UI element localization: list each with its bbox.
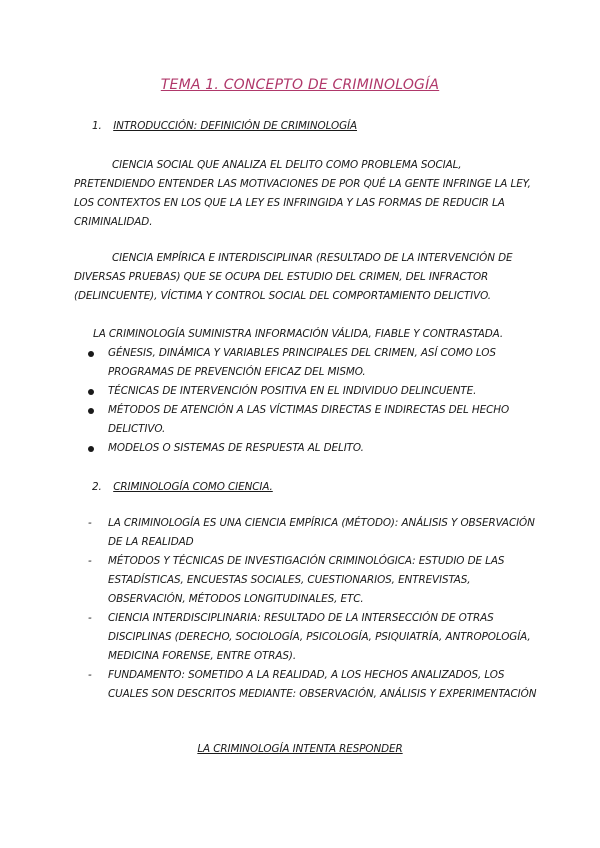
definition-paragraph-1-text: CIENCIA SOCIAL QUE ANALIZA EL DELITO COMO PROBLEMA SOCIAL, PRETENDIENDO ENTENDER LAS MOTIVACIONES DE POR QUÉ LA GENTE INFRINGE LA LEY, LOS CONTEXTOS EN LOS QUE LA LEY ES INFRINGIDA Y LAS FORMAS DE REDUCIR LA CRIMINALIDAD.	[74, 159, 531, 228]
list-item-text: GÉNESIS, DINÁMICA Y VARIABLES PRINCIPALES DEL CRIMEN, ASÍ COMO LOS PROGRAMAS DE PREVENCIÓN EFICAZ DEL MISMO.	[108, 347, 496, 378]
list-item	[88, 514, 538, 552]
list-item	[88, 401, 528, 439]
dash-icon: -	[88, 612, 92, 624]
list-item	[88, 382, 528, 401]
bullet-icon	[88, 389, 94, 395]
bullet-icon	[88, 408, 94, 414]
list-item-text: MÉTODOS DE ATENCIÓN A LAS VÍCTIMAS DIRECTAS E INDIRECTAS DEL HECHO DELICTIVO.	[108, 404, 510, 435]
list-item	[88, 609, 538, 666]
list-item-text: MODELOS O SISTEMAS DE RESPUESTA AL DELITO.	[108, 442, 364, 454]
closing-heading-text: LA CRIMINOLOGÍA INTENTA RESPONDER	[197, 743, 403, 755]
list-item	[88, 666, 538, 704]
science-dash-list	[88, 514, 538, 704]
list-item	[88, 552, 538, 609]
section-1-number: 1.	[92, 120, 102, 132]
list-item-text: FUNDAMENTO: SOMETIDO A LA REALIDAD, A LOS HECHOS ANALIZADOS, LOS CUALES SON DESCRITOS MEDIANTE: OBSERVACIÓN, ANÁLISIS Y EXPERIMENTACIÓN	[108, 669, 537, 700]
information-lead: LA CRIMINOLOGÍA SUMINISTRA INFORMACIÓN VÁLIDA, FIABLE Y CONTRASTADA.	[93, 328, 504, 340]
section-2-title: CRIMINOLOGÍA COMO CIENCIA.	[113, 481, 273, 493]
bullet-icon	[88, 351, 94, 357]
information-bullet-list	[88, 344, 528, 458]
section-2-number: 2.	[92, 481, 102, 493]
page-title: TEMA 1. CONCEPTO DE CRIMINOLOGÍA	[160, 77, 440, 93]
closing-heading	[0, 740, 600, 759]
section-2-heading	[92, 478, 273, 497]
list-item-text: TÉCNICAS DE INTERVENCIÓN POSITIVA EN EL INDIVIDUO DELINCUENTE.	[108, 385, 477, 397]
list-item-text: LA CRIMINOLOGÍA ES UNA CIENCIA EMPÍRICA (MÉTODO): ANÁLISIS Y OBSERVACIÓN DE LA REALIDAD	[108, 517, 535, 548]
dash-icon: -	[88, 669, 92, 681]
section-1-heading	[92, 117, 357, 136]
list-item	[88, 344, 528, 382]
list-item-text: MÉTODOS Y TÉCNICAS DE INVESTIGACIÓN CRIMINOLÓGICA: ESTUDIO DE LAS ESTADÍSTICAS, ENCUESTAS SOCIALES, CUESTIONARIOS, ENTREVISTAS, OBSERVACIÓN, MÉTODOS LONGITUDINALES, ETC.	[108, 555, 505, 605]
definition-paragraph-2-text: CIENCIA EMPÍRICA E INTERDISCIPLINAR (RESULTADO DE LA INTERVENCIÓN DE DIVERSAS PRUEBAS) QUE SE OCUPA DEL ESTUDIO DEL CRIMEN, DEL INFRACTOR (DELINCUENTE), VÍCTIMA Y CONTROL SOCIAL DEL COMPORTAMIENTO DELICTIVO.	[74, 252, 513, 302]
list-item	[88, 439, 528, 458]
definition-paragraph-1	[74, 156, 544, 232]
dash-icon: -	[88, 517, 92, 529]
bullet-icon	[88, 446, 94, 452]
definition-paragraph-2	[74, 249, 544, 306]
dash-icon: -	[88, 555, 92, 567]
section-1-title: INTRODUCCIÓN: DEFINICIÓN DE CRIMINOLOGÍA	[113, 120, 358, 132]
list-item-text: CIENCIA INTERDISCIPLINARIA: RESULTADO DE LA INTERSECCIÓN DE OTRAS DISCIPLINAS (DERECHO, SOCIOLOGÍA, PSICOLOGÍA, PSIQUIATRÍA, ANTROPOLOGÍA, MEDICINA FORENSE, ENTRE OTRAS).	[108, 612, 531, 662]
